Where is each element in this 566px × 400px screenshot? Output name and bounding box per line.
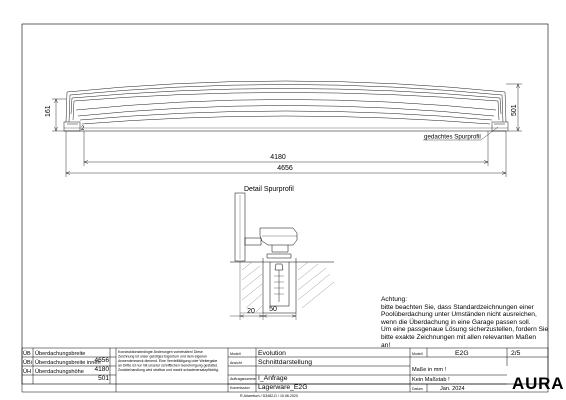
warning-note-line: Poolüberdachung unter Umständen nicht ausreichen,	[381, 311, 537, 319]
dim-small-label: 2	[81, 126, 85, 132]
dim-right-height-label: 501	[511, 104, 518, 116]
warning-note	[381, 296, 559, 349]
warning-note-line: bitte exakte Zeichnungen mit allen relevanten Maßen	[381, 333, 537, 341]
detail-dim-right-label: 50	[269, 306, 277, 313]
cross-section-view	[64, 81, 508, 131]
tb-field-commission-key: Kommission	[230, 386, 250, 390]
detail-dims	[230, 313, 296, 320]
tb-field-commission-value: Lagerware_E2G	[258, 384, 308, 391]
tb-right-model: E2G	[455, 350, 469, 357]
tb-field-model-value: Evolution	[258, 350, 286, 357]
warning-note-line: Um eine passgenaue Lösung sicherzustellen, fordern Sie	[381, 326, 549, 334]
dim-total-width-label: 4656	[277, 165, 293, 172]
tb-field-order-value: I_Anfrage	[258, 375, 288, 382]
tb-right-page: 2/5	[511, 350, 521, 357]
detail-dim-left-label: 20	[247, 308, 255, 315]
warning-note-line: bitte beachten Sie, dass Standardzeichnungen einer	[381, 303, 534, 311]
tb-row2-label: Überdachungsbreite innen	[35, 360, 101, 366]
tb-row2-code: ÜBi	[23, 360, 32, 366]
tb-row3-value: 501	[98, 375, 109, 382]
tb-footer: R.Arlamtsch / D3482-D / 10.06.2020	[240, 394, 298, 398]
tb-field-view-key: Ansicht	[230, 361, 242, 365]
warning-note-heading: Achtung:	[381, 296, 408, 303]
tb-disclaimer-line4: an Dritte ist nur mit unserer schriftlichen Genehmigung gestattet.	[118, 363, 218, 368]
tb-row1-label: Überdachungsbreite	[35, 351, 86, 357]
tb-row3-code: ÜH	[23, 369, 31, 375]
tb-disclaimer-line1: Konstruktionsbedingte Änderungen vorbehalten! Diese	[118, 350, 203, 354]
rail-callout-label: gedachtes Spurprofil	[424, 133, 481, 141]
warning-note-line: wenn die Überdachung in eine Garage passen soll.	[381, 318, 531, 326]
tb-disclaimer-line3: Anwenderzweck dienend. Eine Vervielfältigung oder Weitergabe	[118, 359, 218, 363]
warning-note-line: an!	[381, 341, 391, 349]
tb-right-date-key: Datum	[412, 387, 423, 391]
tb-right-date: Jan. 2024	[440, 386, 465, 392]
detail-rail-profile	[230, 193, 334, 313]
detail-title: Detail Spurprofil	[244, 186, 294, 193]
tb-field-model-key: Modell	[230, 352, 241, 356]
tb-disclaimer-line5: Zuwiderhandlung wird strafbar und macht schadenersatzpflichtig.	[118, 368, 219, 372]
tb-disclaimer-line2: Zeichnung ist unser geistiges Eigentum und dem eigenen	[118, 354, 208, 359]
tb-row1-code: ÜB	[23, 351, 31, 357]
tb-row2-value: 4180	[94, 366, 109, 373]
tb-right-scale: Kein Maßstab !	[412, 377, 450, 383]
dim-left-height-label: 161	[45, 105, 52, 117]
tb-field-order-key: Auftragsnummer	[230, 377, 257, 381]
tb-right-model-key: Modell	[412, 352, 423, 356]
tb-row1-value: 4656	[94, 357, 109, 364]
tb-field-view-value: Schnittdarstellung	[258, 359, 313, 366]
aura-logo	[512, 374, 564, 393]
tb-right-units: Maße in mm !	[412, 367, 447, 373]
tb-row3-label: Überdachungshöhe	[35, 369, 84, 375]
aura-logo-text: AURA	[512, 374, 565, 393]
dim-inner-width-label: 4180	[270, 154, 286, 161]
